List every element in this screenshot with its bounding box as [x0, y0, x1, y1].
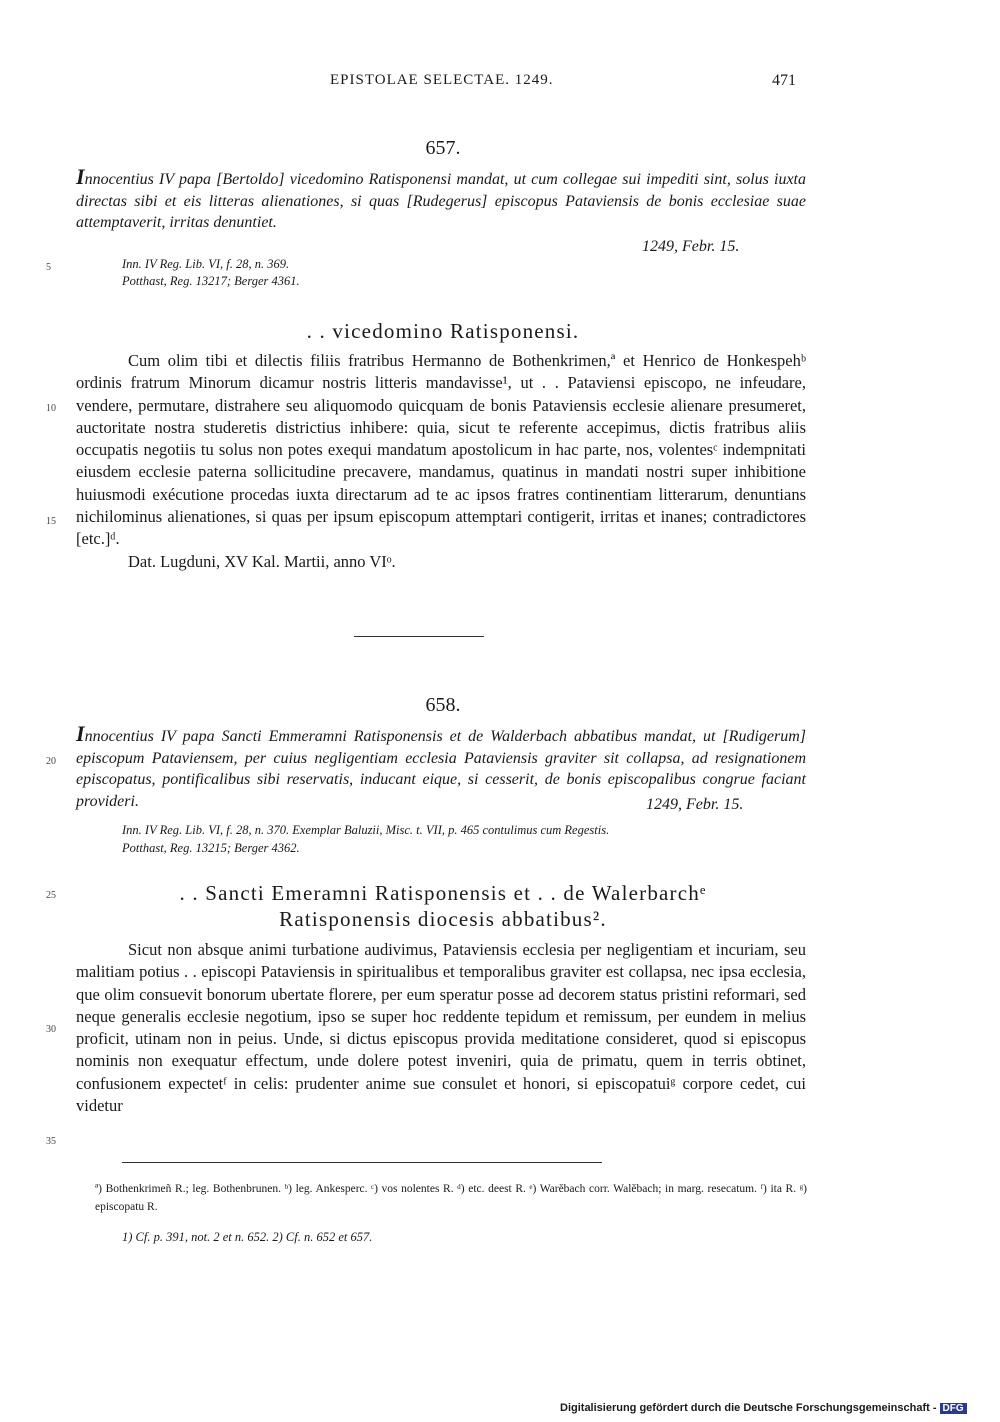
section-divider: [354, 636, 484, 637]
line-number: 5: [46, 262, 51, 273]
footnote-rule: [122, 1162, 602, 1163]
page-number: 471: [772, 72, 796, 89]
line-number: 10: [46, 403, 56, 414]
letter-658-body: [76, 939, 806, 1117]
letter-657-dat: Dat. Lugduni, XV Kal. Martii, anno VIᵒ.: [128, 551, 396, 571]
line-number: 20: [46, 756, 56, 767]
summary-initial: I: [76, 721, 85, 746]
letter-657-number: 657.: [425, 137, 461, 159]
line-number: 25: [46, 890, 56, 901]
letter-657-address: . . vicedomino Ratisponensi.: [306, 319, 580, 343]
summary-text: nnocentius IV papa [Bertoldo] vicedomino Ratisponensi mandat, ut cum collegae sui impediti sint, solus iuxta directas sibi et eis litteras alienationes, si quas [Rudegerus] episcopus Pataviensis de bonis ecclesiae suae attemptaverit, irritas denuntiet.: [76, 171, 806, 231]
line-number: 30: [46, 1024, 56, 1035]
dfg-logo: DFG: [940, 1403, 967, 1414]
line-number: 15: [46, 516, 56, 527]
running-title: EPISTOLAE SELECTAE. 1249.: [330, 72, 554, 88]
line-number: 35: [46, 1136, 56, 1147]
letter-657-body: [76, 350, 806, 573]
credit-text: Digitalisierung gefördert durch die Deutsche Forschungsgemeinschaft -: [560, 1402, 937, 1414]
letter-658-number: 658.: [425, 694, 461, 716]
critical-footnotes: ª) Bothenkrimeñ R.; leg. Bothenbrunen. ᵇ) leg. Ankesperc. ᶜ) vos nolentes R. ᵈ) etc. deest R. ᵉ) Warĕbach corr. Walĕbach; in marg. resecatum. ᶠ) ita R. ᵍ) episcopatu R.: [95, 1183, 807, 1213]
letter-657-source-2: Potthast, Reg. 13217; Berger 4361.: [122, 274, 300, 288]
letter-658-source-2: Potthast, Reg. 13215; Berger 4362.: [122, 841, 300, 855]
summary-text: nnocentius IV papa Sancti Emmeramni Ratisponensis et de Walderbach abbatibus mandat, ut [Rudigerum] episcopum Pataviensem, per cuius negligentiam ecclesia Pataviensis graviter sit collapsa, ad resignationem episcopatus, pontificalibus sibi reservatis, inducant eique, si cesserit, de bonis episcopalibus congrue faciant provideri.: [76, 728, 806, 810]
letter-658-source-1: Inn. IV Reg. Lib. VI, f. 28, n. 370. Exemplar Baluzii, Misc. t. VII, p. 465 contulimus cum Regestis.: [122, 823, 610, 837]
letter-657-text: Cum olim tibi et dilectis filiis fratribus Hermanno de Bothenkrimen,ª et Henrico de Honkespehᵇ ordinis fratrum Minorum dicamur nostris litteris mandavisse¹, ut . . Pataviensi episcopo, ne infeudare, vendere, permutare, distrahere seu aliquomodo quicquam de bonis Pataviensis ecclesie alienare presumeret, auctoritate nostra studeretis districtius inhibere: quia, sicut te referente accepimus, dictis fratribus aliis occupatis negotiis tu solus non potes exequi mandatum apostolicum in hac parte, nos, volentesᶜ indempnitati eiusdem ecclesie paterna sollicitudine precavere, mandamus, quatinus in mandati nostri super inhibitione huiusmodi exécutione procedas iuxta directarum ad te ac ipsos fratres continentiam litterarum, denuntians nichilominus alienationes, si quas per ipsum episcopum attemptari contigerit, irritas et inanes; contradictores [etc.]ᵈ.: [76, 351, 806, 549]
summary-initial: I: [76, 164, 85, 189]
letter-658-address-line-2: Ratisponensis diocesis abbatibus².: [279, 907, 607, 931]
letter-658-text: Sicut non absque animi turbatione audivimus, Pataviensis ecclesia per negligentiam et incuriam, seu malitiam potius . . episcopi Pataviensis in spiritualibus et temporalibus graviter est collapsa, nec ipsa ecclesia, que olim consuevit bonorum ubertate florere, per eum speratur posse ad decorem status pristini reformari, sed neque generalis ecclesie negotium, ipso se super hoc reddente tepidum et remissum, per eundem in melius proficit, utinam non in peius. Unde, si dictus episcopus provida meditatione consideret, quod si episcopus nominis non exequatur effectum, unde dolere potest inveniri, quia de primatu, quem in terris obtinet, confusionem expectetᶠ in celis: prudenter anime sue consulet et honori, si episcopatuiᵍ corpore cedet, cui videtur: [76, 940, 806, 1116]
letter-658-address-line-1: . . Sancti Emeramni Ratisponensis et . . de Walerbarchᵉ: [179, 881, 707, 905]
letter-657-date: 1249, Febr. 15.: [642, 238, 740, 255]
letter-657-source-1: Inn. IV Reg. Lib. VI, f. 28, n. 369.: [122, 257, 290, 271]
digitization-credit: [560, 1402, 967, 1414]
commentary-footnotes: 1) Cf. p. 391, not. 2 et n. 652. 2) Cf. n. 652 et 657.: [122, 1230, 373, 1244]
letter-658-date: 1249, Febr. 15.: [646, 796, 744, 813]
letter-657-summary: [76, 166, 806, 234]
